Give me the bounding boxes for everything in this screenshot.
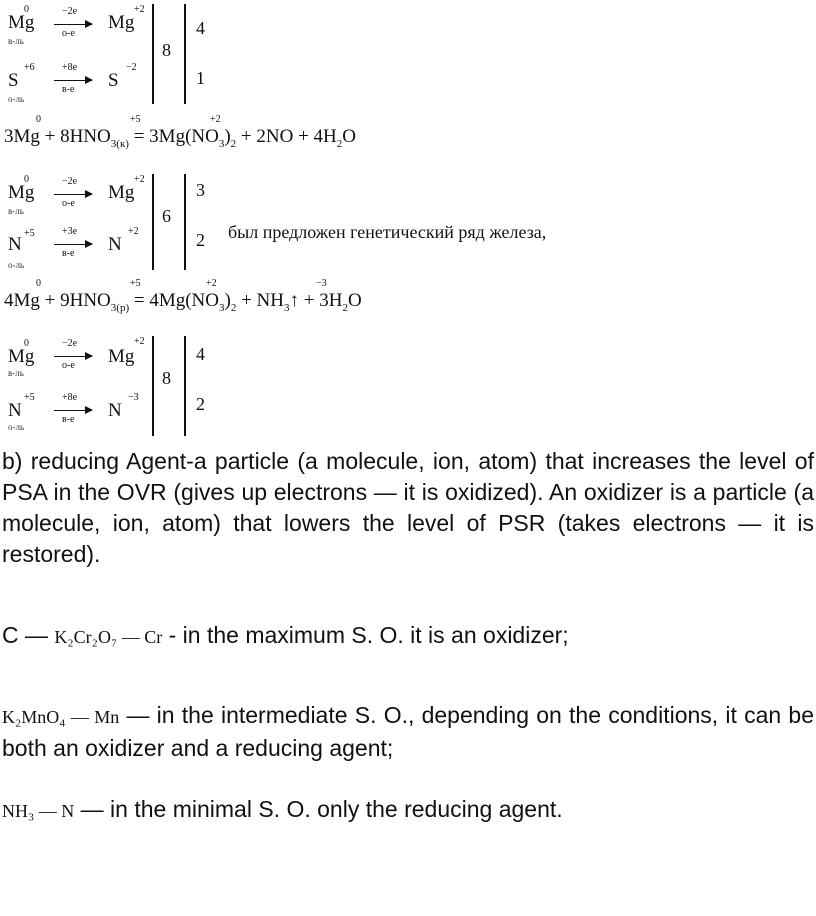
subscript: 3 — [218, 137, 225, 150]
equation-part: ) — [224, 290, 231, 311]
ox-state: 0 — [24, 4, 29, 15]
subscript: 2 — [336, 137, 343, 150]
ox-state: +2 — [134, 174, 145, 185]
reactant-element: Mg — [8, 12, 35, 33]
paragraph-reducing-agent: b) reducing Agent-a particle (a molecule, ion, atom) that increases the level of PSA in the OVR (gives up electrons — it is oxidized). An oxidizer is a particle (a molecule, ion, atom) that lowers the level of PSR (takes electrons — it is restored). — [2, 448, 814, 567]
electron-transfer: +8e — [62, 62, 78, 73]
divider-line — [152, 4, 154, 104]
product-element: Mg — [108, 182, 135, 203]
reactant-element: N — [8, 400, 22, 421]
equation-1 — [4, 114, 357, 150]
reaction-arrow — [54, 244, 92, 245]
electron-transfer: +8e — [62, 392, 78, 403]
lcm-value: 8 — [162, 40, 171, 60]
coefficient: 4 — [196, 344, 205, 364]
process-label: в-е — [62, 248, 75, 259]
subscript: 2 — [342, 301, 348, 314]
coefficient: 4 — [196, 18, 205, 38]
subscript: 3(р) — [110, 301, 130, 314]
equation-part: + 2NO + 4H — [236, 126, 337, 147]
equation-2 — [4, 278, 362, 314]
process-label: о-е — [62, 360, 75, 371]
equation-part: O — [347, 290, 362, 311]
subscript: 2 — [230, 137, 237, 150]
coefficient: 2 — [196, 230, 205, 250]
divider-line — [184, 4, 186, 104]
carbon-prefix: C — — [2, 622, 48, 648]
reaction-arrow — [54, 410, 92, 411]
divider-line — [184, 174, 186, 270]
coefficient: 1 — [196, 68, 205, 88]
ox-state: +6 — [24, 62, 35, 73]
divider-line — [184, 336, 186, 436]
coefficient: 2 — [196, 394, 205, 414]
paragraph-min-so — [2, 794, 814, 827]
paragraph-intermediate-so — [2, 700, 814, 764]
ox-state: +5 — [130, 278, 141, 289]
ox-state: 0 — [36, 114, 41, 125]
paragraph-max-so — [2, 620, 814, 653]
ox-state: +2 — [128, 226, 139, 237]
reactant-element: N — [8, 234, 22, 255]
subscript: 3 — [284, 301, 290, 314]
ox-state: +5 — [24, 228, 35, 239]
coefficient: 3 — [196, 180, 205, 200]
reaction-arrow — [54, 80, 92, 81]
subscript: 3 — [219, 301, 225, 314]
product-element: S — [108, 70, 119, 91]
reaction-arrow — [54, 356, 92, 357]
ammonia-formula: NH₃ — N — [2, 801, 75, 821]
equation-part: 3Mg + 8HNO — [4, 126, 111, 147]
role-label: о-ль — [8, 422, 25, 432]
divider-line — [152, 336, 154, 436]
equation-part: 4Mg + 9HNO — [4, 290, 111, 311]
product-element: Mg — [108, 346, 135, 367]
process-label: в-е — [62, 414, 75, 425]
role-label: о-ль — [8, 94, 25, 104]
electron-transfer: −2e — [62, 176, 78, 187]
reactant-element: Mg — [8, 346, 35, 367]
ox-state: +2 — [210, 114, 221, 125]
ox-state: +2 — [134, 336, 145, 347]
ox-state: −2 — [126, 62, 137, 73]
product-element: Mg — [108, 12, 135, 33]
lcm-value: 6 — [162, 206, 171, 226]
subscript: 2 — [230, 301, 237, 314]
equation-part: ↑ + 3H — [289, 290, 343, 311]
process-label: о-е — [62, 28, 75, 39]
manganate-formula: K₂MnO₄ — Mn — [2, 707, 120, 727]
ox-state: 0 — [24, 338, 29, 349]
electron-transfer: +3e — [62, 226, 78, 237]
equation-part: = 3Mg(NO — [128, 126, 219, 147]
electron-transfer: −2e — [62, 338, 78, 349]
ox-state: −3 — [316, 278, 327, 289]
role-label: в-ль — [8, 368, 24, 378]
equation-part: ) — [224, 126, 231, 147]
lcm-value: 8 — [162, 368, 171, 388]
scheme-1 — [0, 0, 816, 110]
role-label: в-ль — [8, 36, 24, 46]
max-so-text: - in the maximum S. O. it is an oxidizer; — [168, 622, 569, 648]
divider-line — [152, 174, 154, 270]
ox-state: +2 — [134, 4, 145, 15]
ox-state: +5 — [130, 114, 141, 125]
role-label: о-ль — [8, 260, 25, 270]
subscript: 3(к) — [110, 137, 129, 150]
russian-note: был предложен генетический ряд железа, — [228, 222, 547, 242]
ox-state: 0 — [24, 174, 29, 185]
equation-part: + NH — [236, 290, 284, 311]
role-label: в-ль — [8, 206, 24, 216]
scheme-3 — [0, 336, 816, 446]
reactant-element: S — [8, 70, 19, 91]
min-so-text: — in the minimal S. O. only the reducing agent. — [80, 796, 563, 822]
equation-part: O — [342, 126, 357, 147]
process-label: о-е — [62, 198, 75, 209]
product-element: N — [108, 400, 122, 421]
electron-transfer: −2e — [62, 6, 78, 17]
reactant-element: Mg — [8, 182, 35, 203]
dichromate-formula: K₂Cr₂O₇ — Cr — [54, 627, 163, 647]
ox-state: +5 — [24, 392, 35, 403]
ox-state: 0 — [36, 278, 41, 289]
reaction-arrow — [54, 194, 92, 195]
intermediate-so-text: — in the intermediate S. O., depending on the conditions, it can be both an oxidizer and a reducing agent; — [2, 702, 814, 761]
ox-state: −3 — [128, 392, 139, 403]
product-element: N — [108, 234, 122, 255]
reaction-arrow — [54, 24, 92, 25]
equation-part: = 4Mg(NO — [129, 290, 219, 311]
ox-state: +2 — [206, 278, 217, 289]
process-label: в-е — [62, 84, 75, 95]
